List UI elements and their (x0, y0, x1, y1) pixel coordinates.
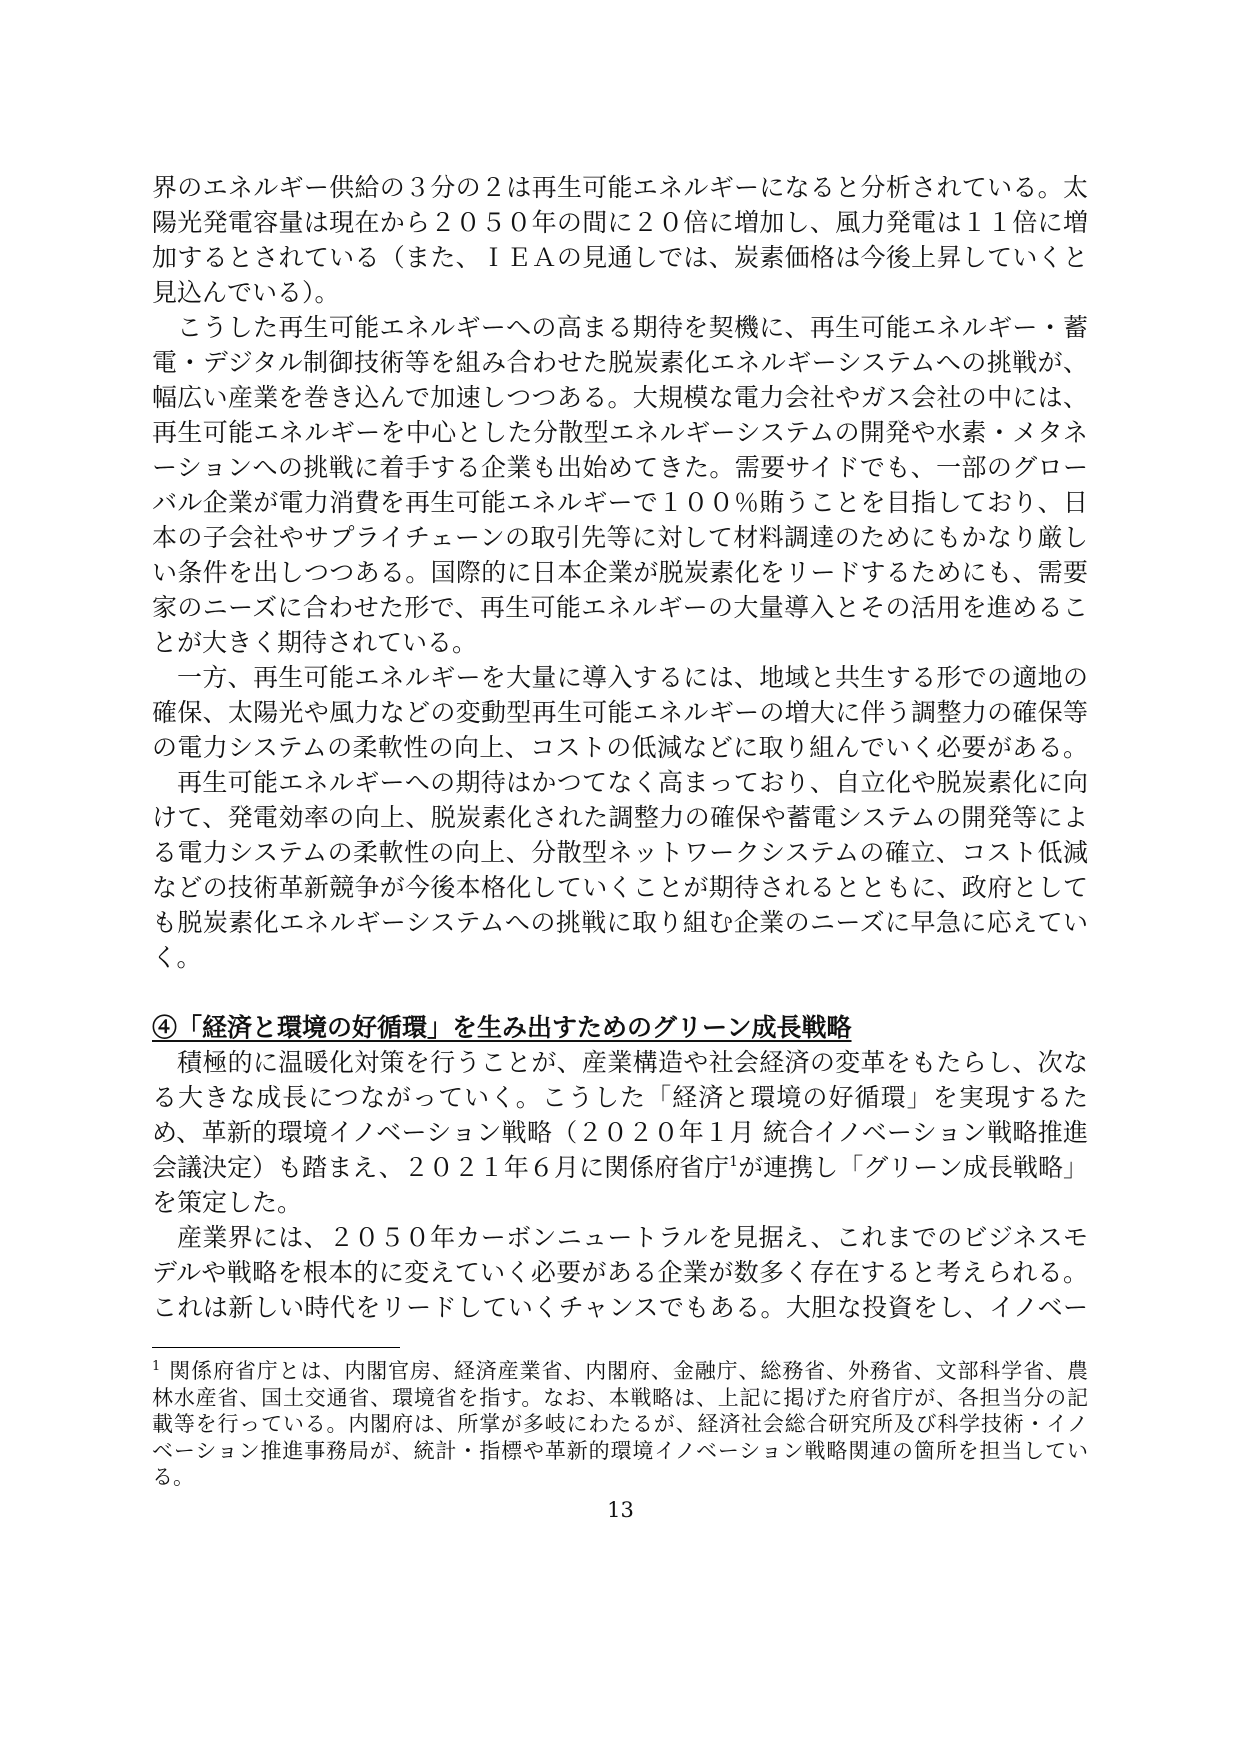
body-line: バル企業が電力消費を再生可能エネルギーで１００％賄うことを目指しており、日 (152, 488, 1088, 517)
body-line: 見込んでいる）。 (152, 278, 340, 307)
footnote-text: 関係府省庁とは、内閣官房、経済産業省、内閣府、金融庁、総務省、外務省、文部科学省、農 (168, 1359, 1088, 1383)
page-number: 13 (607, 1498, 634, 1522)
body-line: とが大きく期待されている。 (152, 628, 478, 657)
section-heading: ④「経済と環境の好循環」を生み出すためのグリーン成長戦略 (152, 1013, 852, 1042)
paragraph (152, 1220, 1088, 1325)
footnote-line: 林水産省、国土交通省、環境省を指す。なお、本戦略は、上記に掲げた府省庁が、各担当分の記 (152, 1385, 1088, 1410)
footnote-ref[interactable]: 1 (729, 1154, 739, 1170)
footnote-line: 載等を行っている。内閣府は、所掌が多岐にわたるが、経済社会総合研究所及び科学技術・イノ (152, 1412, 1088, 1436)
body-line: ーションへの挑戦に着手する企業も出始めてきた。需要サイドでも、一部のグロー (152, 453, 1088, 482)
body-line: 再生可能エネルギーへの期待はかつてなく高まっており、自立化や脱炭素化に向 (177, 768, 1088, 797)
footnote-line (152, 1358, 1088, 1385)
body-line: 家のニーズに合わせた形で、再生可能エネルギーの大量導入とその活用を進めるこ (152, 593, 1088, 622)
paragraph (152, 765, 1088, 975)
body-line: 本の子会社やサプライチェーンの取引先等に対して材料調達のためにもかなり厳し (152, 523, 1088, 552)
paragraph (152, 310, 1088, 660)
body-line: これは新しい時代をリードしていくチャンスでもある。大胆な投資をし、イノベー (152, 1293, 1088, 1322)
paragraph (152, 170, 1088, 310)
body-line: 積極的に温暖化対策を行うことが、産業構造や社会経済の変革をもたらし、次な (177, 1048, 1088, 1077)
body-line-text: 会議決定）も踏まえ、２０２１年６月に関係府省庁 (152, 1153, 730, 1182)
footnote (152, 1358, 1088, 1491)
body-line: 電・デジタル制御技術等を組み合わせた脱炭素化エネルギーシステムへの挑戦が、 (152, 348, 1088, 377)
footnote-line: る。 (152, 1465, 194, 1489)
body-line: などの技術革新競争が今後本格化していくことが期待されるとともに、政府として (152, 873, 1088, 902)
body-line (152, 1150, 1088, 1185)
body-line: の電力システムの柔軟性の向上、コストの低減などに取り組んでいく必要がある。 (152, 733, 1088, 762)
footnote-line: ベーション推進事務局が、統計・指標や革新的環境イノベーション戦略関連の箇所を担当してい (152, 1438, 1088, 1463)
footnote-marker: 1 (152, 1359, 161, 1374)
body-line: く。 (152, 943, 202, 972)
body-line: め、革新的環境イノベーション戦略（２０２０年１月 統合イノベーション戦略推進 (152, 1118, 1088, 1147)
body-line: デルや戦略を根本的に変えていく必要がある企業が数多く存在すると考えられる。 (152, 1258, 1088, 1287)
body-line: 陽光発電容量は現在から２０５０年の間に２０倍に増加し、風力発電は１１倍に増 (152, 208, 1088, 237)
body-line: を策定した。 (152, 1188, 303, 1217)
body-line-text: が連携し「グリーン成長戦略」 (738, 1153, 1088, 1182)
body-line: も脱炭素化エネルギーシステムへの挑戦に取り組む企業のニーズに早急に応えてい (152, 908, 1088, 937)
page-body (152, 170, 1088, 1325)
body-line: る大きな成長につながっていく。こうした「経済と環境の好循環」を実現するた (152, 1083, 1088, 1112)
body-line: 界のエネルギー供給の３分の２は再生可能エネルギーになると分析されている。太 (152, 173, 1088, 202)
body-line: こうした再生可能エネルギーへの高まる期待を契機に、再生可能エネルギー・蓄 (177, 313, 1088, 342)
paragraph (152, 1045, 1088, 1220)
body-line: けて、発電効率の向上、脱炭素化された調整力の確保や蓄電システムの開発等によ (152, 803, 1088, 832)
body-line: 加するとされている（また、ＩＥＡの見通しでは、炭素価格は今後上昇していくと (152, 243, 1088, 272)
footnote-separator (152, 1347, 400, 1348)
paragraph (152, 660, 1088, 765)
body-line: 一方、再生可能エネルギーを大量に導入するには、地域と共生する形での適地の (177, 663, 1088, 692)
body-line: る電力システムの柔軟性の向上、分散型ネットワークシステムの確立、コスト低減 (152, 838, 1088, 867)
body-line: い条件を出しつつある。国際的に日本企業が脱炭素化をリードするためにも、需要 (152, 558, 1088, 587)
body-line: 確保、太陽光や風力などの変動型再生可能エネルギーの増大に伴う調整力の確保等 (152, 698, 1088, 727)
body-line: 再生可能エネルギーを中心とした分散型エネルギーシステムの開発や水素・メタネ (152, 418, 1088, 447)
body-line: 幅広い産業を巻き込んで加速しつつある。大規模な電力会社やガス会社の中には、 (152, 383, 1088, 412)
body-line: 産業界には、２０５０年カーボンニュートラルを見据え、これまでのビジネスモ (177, 1223, 1088, 1252)
